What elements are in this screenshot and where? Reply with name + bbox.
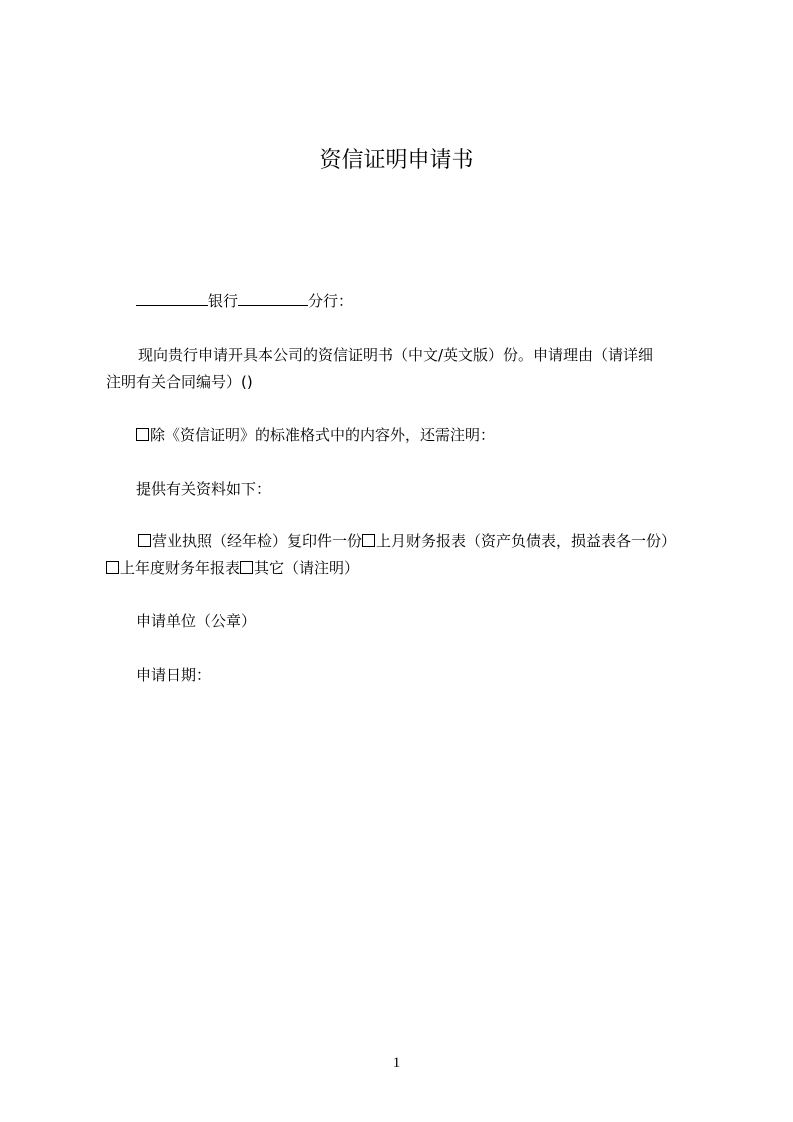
document-title: 资信证明申请书 (319, 148, 474, 173)
materials-line-2 (106, 558, 359, 578)
page-number: 1 (392, 1055, 401, 1071)
annual-report-label: 上年度财务年报表 (120, 559, 241, 577)
applicant-line: 申请单位（公章） (136, 612, 257, 630)
other-checkbox[interactable] (240, 561, 253, 574)
monthly-reports-label: 上月财务报表（资产负债表，损益表各一份） (376, 532, 677, 550)
license-copy-checkbox[interactable] (138, 534, 151, 547)
bank-name-blank[interactable] (136, 291, 208, 306)
license-copy-label: 营业执照（经年检）复印件一份 (152, 532, 363, 550)
branch-name-blank[interactable] (238, 291, 308, 306)
addressee-line (136, 291, 353, 311)
extra-note-checkbox[interactable] (136, 428, 149, 441)
extra-note-text: 除《资信证明》的标准格式中的内容外，还需注明： (150, 426, 496, 444)
monthly-reports-checkbox[interactable] (362, 534, 375, 547)
branch-suffix: 分行： (308, 292, 354, 310)
request-line-1: 现向贵行申请开具本公司的资信证明书（中文/英文版）份。申请理由（请详细 (138, 346, 654, 364)
apply-date-line: 申请日期： (136, 666, 212, 684)
materials-line-1 (138, 531, 676, 551)
materials-intro: 提供有关资料如下： (136, 480, 272, 498)
annual-report-checkbox[interactable] (106, 561, 119, 574)
other-label: 其它（请注明） (254, 559, 360, 577)
extra-note-line (136, 425, 495, 445)
bank-suffix: 银行 (208, 292, 239, 310)
request-line-2: 注明有关合同编号）() (106, 373, 253, 391)
